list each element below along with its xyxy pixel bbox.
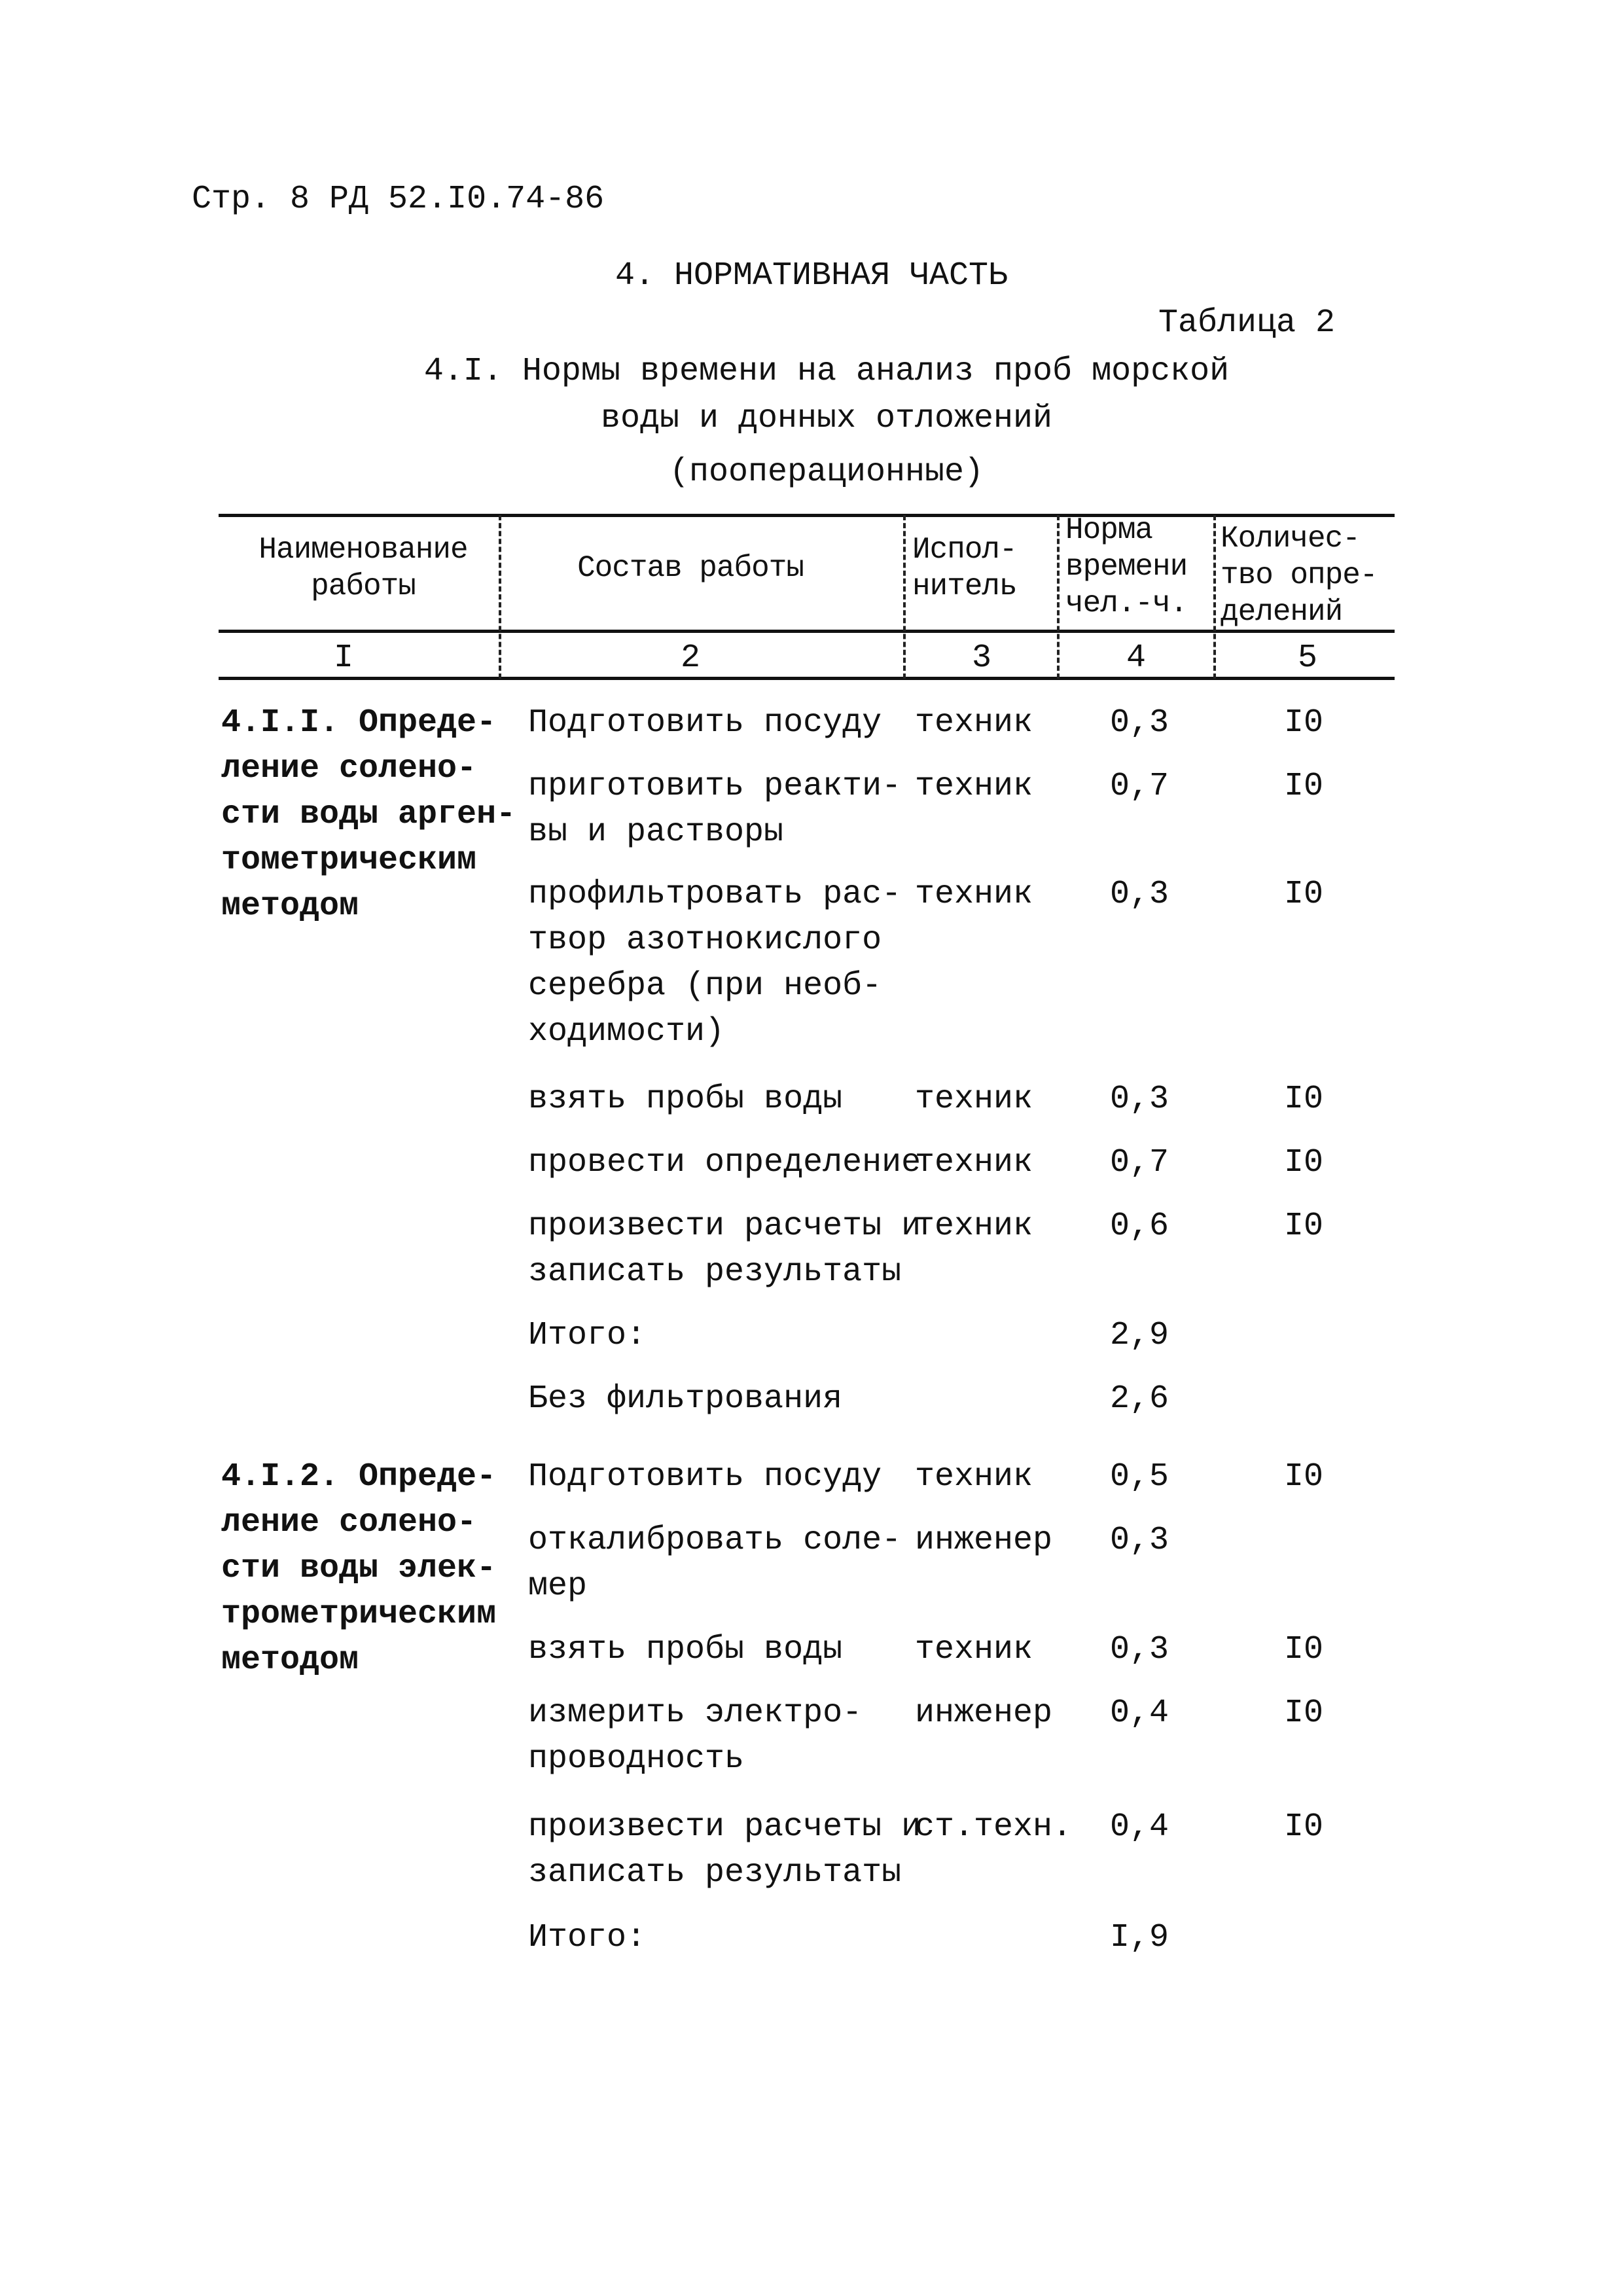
performer-cell: техник: [915, 1631, 1033, 1668]
work-cell: взять пробы воды: [528, 1081, 843, 1118]
column-number-4: 4: [1126, 639, 1147, 677]
norm-cell: 0,3: [1110, 1631, 1169, 1668]
count-cell: I0: [1284, 1458, 1324, 1496]
norm-cell: 0,6: [1110, 1208, 1169, 1245]
norm-cell: 2,9: [1110, 1317, 1169, 1354]
norm-cell: 0,4: [1110, 1695, 1169, 1732]
work-cell: произвести расчеты и записать результаты: [528, 1208, 921, 1291]
count-cell: I0: [1284, 1808, 1324, 1846]
norm-cell: 0,3: [1110, 1081, 1169, 1118]
norm-cell: 0,5: [1110, 1458, 1169, 1496]
table-title-line-3: (пооперационные): [669, 454, 984, 491]
performer-cell: техник: [915, 768, 1033, 805]
column-number-2: 2: [680, 639, 701, 677]
count-cell: I0: [1284, 1144, 1324, 1181]
performer-cell: инженер: [915, 1522, 1053, 1559]
table-top-rule: [219, 514, 1395, 517]
column-number-1: I: [333, 639, 354, 677]
performer-cell: техник: [915, 1208, 1033, 1245]
work-name-cell: 4.I.I. Опреде- ление солено- сти воды арген- тометрическим методом: [221, 704, 516, 925]
column-header-name: Наименование работы: [259, 533, 468, 603]
norm-cell: 0,7: [1110, 1144, 1169, 1181]
table-title-line-2: воды и донных отложений: [600, 400, 1053, 437]
work-cell: провести определение: [528, 1144, 921, 1181]
performer-cell: техник: [915, 704, 1033, 742]
performer-cell: техник: [915, 876, 1033, 913]
column-header-work: Состав работы: [577, 551, 804, 585]
norm-cell: 0,4: [1110, 1808, 1169, 1846]
table-header-rule: [219, 630, 1395, 633]
work-cell: Без фильтрования: [528, 1380, 843, 1418]
work-cell: измерить электро- проводность: [528, 1695, 863, 1778]
column-divider: [903, 515, 906, 679]
performer-cell: техник: [915, 1458, 1033, 1496]
count-cell: I0: [1284, 768, 1324, 805]
section-title: 4. НОРМАТИВНАЯ ЧАСТЬ: [615, 257, 1008, 295]
work-cell: приготовить реакти- вы и растворы: [528, 768, 902, 851]
performer-cell: техник: [915, 1081, 1033, 1118]
column-header-count: Количес- тво опре- делений: [1221, 522, 1378, 629]
count-cell: I0: [1284, 1081, 1324, 1118]
column-divider: [499, 515, 501, 679]
column-number-3: 3: [971, 639, 992, 677]
column-header-norm: Норма времени чел.-ч.: [1065, 513, 1188, 620]
column-divider: [1213, 515, 1216, 679]
count-cell: I0: [1284, 1631, 1324, 1668]
count-cell: I0: [1284, 876, 1324, 913]
column-number-5: 5: [1297, 639, 1318, 677]
norm-cell: 2,6: [1110, 1380, 1169, 1418]
work-cell: Подготовить посуду: [528, 704, 882, 742]
norm-cell: 0,3: [1110, 876, 1169, 913]
count-cell: I0: [1284, 1208, 1324, 1245]
count-cell: I0: [1284, 704, 1324, 742]
work-cell: Итого:: [528, 1919, 647, 1956]
work-name-cell: 4.I.2. Опреде- ление солено- сти воды элек- трометрическим методом: [221, 1458, 497, 1679]
work-cell: Итого:: [528, 1317, 647, 1354]
norm-cell: 0,7: [1110, 768, 1169, 805]
performer-cell: инженер: [915, 1695, 1053, 1732]
page-header: Стр. 8 РД 52.I0.74-86: [192, 181, 605, 218]
work-cell: Подготовить посуду: [528, 1458, 882, 1496]
norm-cell: 0,3: [1110, 1522, 1169, 1559]
norm-cell: 0,3: [1110, 704, 1169, 742]
column-divider: [1057, 515, 1060, 679]
work-cell: откалибровать соле- мер: [528, 1522, 902, 1605]
norm-cell: I,9: [1110, 1919, 1169, 1956]
work-cell: взять пробы воды: [528, 1631, 843, 1668]
work-cell: профильтровать рас- твор азотнокислого серебра (при необ- ходимости): [528, 876, 902, 1050]
table-number-rule: [219, 677, 1395, 680]
performer-cell: ст.техн.: [915, 1808, 1073, 1846]
table-label: Таблица 2: [1158, 304, 1335, 342]
column-header-performer: Испол- нитель: [912, 533, 1017, 603]
table-title-line-1: 4.I. Нормы времени на анализ проб морской: [423, 353, 1230, 390]
count-cell: I0: [1284, 1695, 1324, 1732]
work-cell: произвести расчеты и записать результаты: [528, 1808, 921, 1892]
performer-cell: техник: [915, 1144, 1033, 1181]
